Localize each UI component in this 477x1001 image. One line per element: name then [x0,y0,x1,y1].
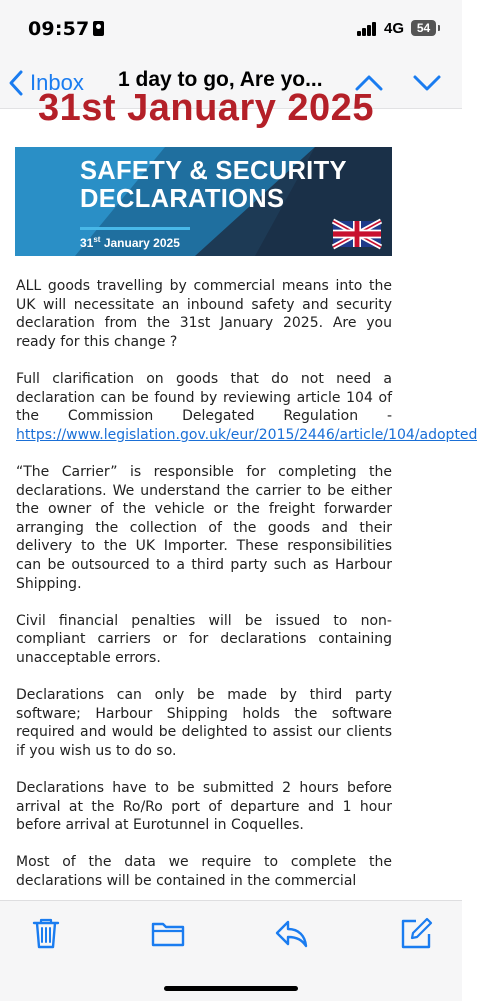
safety-banner [15,147,392,256]
email-text [16,277,477,909]
legislation-link[interactable]: https://www.legislation.gov.uk/eur/2015/2446/article/104/adopted [16,426,477,443]
id-card-icon [93,21,104,36]
delete-button[interactable] [28,915,64,951]
next-email-button[interactable] [412,70,442,96]
email-heading: 31st January 2025 [38,87,374,129]
uk-flag-icon [333,221,381,247]
paragraph-intro: ALL goods travelling by commercial means into the UK will necessitate an inbound safety and security declaration from the 31st January 2025. Are you ready for this change ? [16,278,392,350]
home-indicator[interactable] [164,986,298,991]
folder-icon [150,915,186,951]
compose-icon [398,915,434,951]
battery-icon [411,20,436,36]
status-time: 09:57 [28,18,104,40]
email-body[interactable] [0,87,477,899]
status-bar [0,0,462,60]
compose-button[interactable] [398,915,434,951]
reply-button[interactable] [273,915,309,951]
banner-date: 31st January 2025 [80,235,180,250]
back-label: Inbox [30,70,84,95]
move-to-folder-button[interactable] [150,915,186,951]
paragraph-timing: Declarations have to be submitted 2 hours before arrival at the Ro/Ro port of departure and 1 hour before arrival at Eurotunnel in Coquelles. [16,780,392,834]
chevron-down-icon [412,70,442,96]
network-type: 4G [384,20,405,37]
reply-icon [273,915,309,951]
banner-title-line2: DECLARATIONS [80,185,285,213]
signal-icon [357,22,379,36]
banner-title-line1: SAFETY & SECURITY [80,157,347,185]
paragraph-penalties: Civil financial penalties will be issued to non-compliant carriers or for declarations containing unacceptable errors. [16,612,392,666]
chevron-left-icon [8,70,24,96]
paragraph-software: Declarations can only be made by third party software; Harbour Shipping holds the software required and would be delighted to assist our clients if you wish us to do so. [16,687,392,759]
paragraph-carrier: “The Carrier” is responsible for completing the declarations. We understand the carrier to be either the owner of the vehicle or the freight forwarder arranging the collection of the goods and their delivery to the UK Importer. These responsibilities can be outsourced to a third party such as Harbour Shipping. [16,463,392,592]
paragraph-data: Most of the data we require to complete the declarations will be contained in the commercial [16,854,392,889]
banner-divider [80,227,190,230]
email-subject: 1 day to go, Are yo... [118,68,323,91]
trash-icon [28,915,64,951]
paragraph-clarification: Full clarification on goods that do not need a declaration can be found by reviewing article 104 of the Commission Delegated Regulation - https://www.legislation.gov.uk/eur/2015/2446/article/104/adopted [16,370,477,443]
battery-level: 54 [416,21,431,35]
